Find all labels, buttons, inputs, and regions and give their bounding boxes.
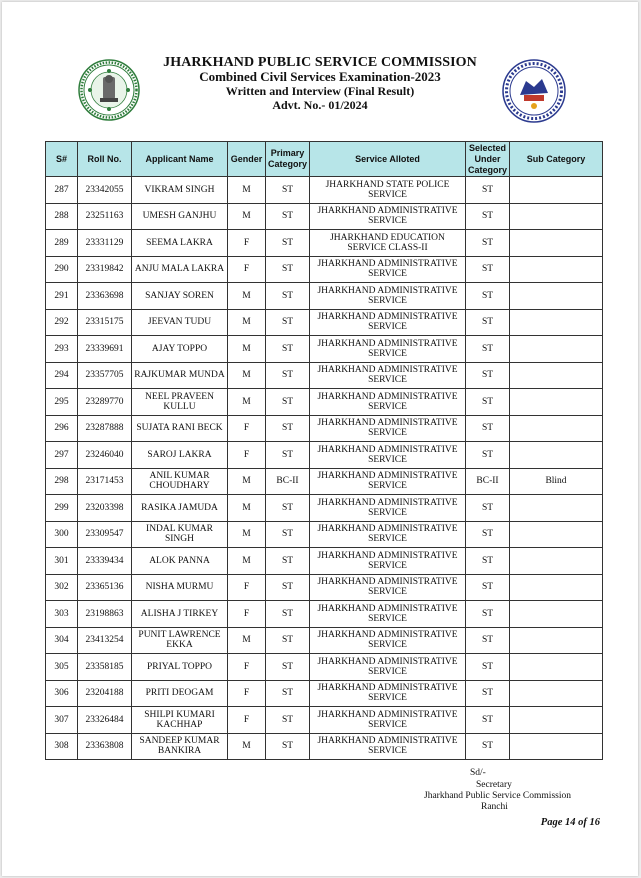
- signatory-city: Ranchi: [481, 802, 508, 812]
- table-row: [46, 389, 603, 416]
- cell-sno: 306: [46, 680, 78, 707]
- cell-gender: M: [228, 336, 266, 363]
- cell-sub-category: [510, 362, 603, 389]
- cell-gender: F: [228, 256, 266, 283]
- col-header-name: Applicant Name: [132, 142, 228, 177]
- table-row: [46, 654, 603, 681]
- table-row: [46, 495, 603, 522]
- cell-selected-category: ST: [466, 309, 510, 336]
- table-row: [46, 548, 603, 575]
- table-row: [46, 203, 603, 230]
- cell-roll-no: 23342055: [78, 177, 132, 204]
- table-row: [46, 362, 603, 389]
- cell-sub-category: [510, 495, 603, 522]
- cell-applicant-name: SANDEEP KUMAR BANKIRA: [132, 733, 228, 760]
- cell-applicant-name: ALOK PANNA: [132, 548, 228, 575]
- cell-service-alloted: JHARKHAND STATE POLICE SERVICE: [310, 177, 466, 204]
- cell-primary-category: ST: [266, 707, 310, 734]
- cell-gender: M: [228, 548, 266, 575]
- cell-roll-no: 23203398: [78, 495, 132, 522]
- cell-sno: 304: [46, 627, 78, 654]
- cell-gender: M: [228, 495, 266, 522]
- cell-primary-category: ST: [266, 177, 310, 204]
- cell-roll-no: 23287888: [78, 415, 132, 442]
- table-row: [46, 415, 603, 442]
- cell-sub-category: [510, 627, 603, 654]
- table-row: [46, 230, 603, 257]
- cell-roll-no: 23319842: [78, 256, 132, 283]
- cell-applicant-name: SANJAY SOREN: [132, 283, 228, 310]
- cell-sno: 297: [46, 442, 78, 469]
- cell-selected-category: ST: [466, 256, 510, 283]
- cell-sub-category: [510, 230, 603, 257]
- cell-selected-category: ST: [466, 654, 510, 681]
- cell-roll-no: 23357705: [78, 362, 132, 389]
- table-row: [46, 442, 603, 469]
- col-header-sub-category: Sub Category: [510, 142, 603, 177]
- cell-selected-category: ST: [466, 707, 510, 734]
- result-title: Written and Interview (Final Result): [225, 84, 415, 98]
- table-header-row: [46, 142, 603, 177]
- signature-sd: Sd/-: [470, 768, 486, 778]
- cell-service-alloted: JHARKHAND ADMINISTRATIVE SERVICE: [310, 627, 466, 654]
- table-row: [46, 627, 603, 654]
- cell-gender: F: [228, 680, 266, 707]
- cell-service-alloted: JHARKHAND ADMINISTRATIVE SERVICE: [310, 733, 466, 760]
- cell-sno: 301: [46, 548, 78, 575]
- cell-selected-category: ST: [466, 177, 510, 204]
- cell-primary-category: ST: [266, 548, 310, 575]
- cell-roll-no: 23251163: [78, 203, 132, 230]
- table-row: [46, 336, 603, 363]
- page-number: Page 14 of 16: [540, 817, 600, 828]
- cell-primary-category: ST: [266, 733, 310, 760]
- cell-selected-category: ST: [466, 548, 510, 575]
- cell-applicant-name: SEEMA LAKRA: [132, 230, 228, 257]
- cell-sno: 294: [46, 362, 78, 389]
- cell-roll-no: 23358185: [78, 654, 132, 681]
- cell-gender: M: [228, 627, 266, 654]
- commission-title: JHARKHAND PUBLIC SERVICE COMMISSION: [163, 55, 477, 70]
- table-row: [46, 601, 603, 628]
- cell-selected-category: ST: [466, 627, 510, 654]
- cell-sno: 290: [46, 256, 78, 283]
- cell-service-alloted: JHARKHAND ADMINISTRATIVE SERVICE: [310, 680, 466, 707]
- cell-sno: 303: [46, 601, 78, 628]
- cell-applicant-name: NISHA MURMU: [132, 574, 228, 601]
- cell-primary-category: ST: [266, 256, 310, 283]
- cell-applicant-name: PRITI DEOGAM: [132, 680, 228, 707]
- cell-applicant-name: RAJKUMAR MUNDA: [132, 362, 228, 389]
- cell-sub-category: [510, 521, 603, 548]
- cell-roll-no: 23204188: [78, 680, 132, 707]
- cell-roll-no: 23365136: [78, 574, 132, 601]
- cell-roll-no: 23246040: [78, 442, 132, 469]
- cell-applicant-name: AJAY TOPPO: [132, 336, 228, 363]
- cell-selected-category: ST: [466, 203, 510, 230]
- table-row: [46, 283, 603, 310]
- cell-roll-no: 23198863: [78, 601, 132, 628]
- cell-sno: 288: [46, 203, 78, 230]
- cell-sno: 291: [46, 283, 78, 310]
- cell-primary-category: ST: [266, 389, 310, 416]
- cell-gender: F: [228, 230, 266, 257]
- cell-selected-category: ST: [466, 601, 510, 628]
- cell-roll-no: 23309547: [78, 521, 132, 548]
- cell-roll-no: 23363698: [78, 283, 132, 310]
- cell-gender: F: [228, 442, 266, 469]
- cell-sub-category: [510, 548, 603, 575]
- cell-primary-category: ST: [266, 680, 310, 707]
- cell-primary-category: ST: [266, 362, 310, 389]
- cell-selected-category: ST: [466, 415, 510, 442]
- cell-sno: 289: [46, 230, 78, 257]
- cell-primary-category: ST: [266, 442, 310, 469]
- cell-selected-category: ST: [466, 574, 510, 601]
- cell-roll-no: 23331129: [78, 230, 132, 257]
- cell-sno: 307: [46, 707, 78, 734]
- cell-service-alloted: JHARKHAND ADMINISTRATIVE SERVICE: [310, 336, 466, 363]
- cell-sno: 299: [46, 495, 78, 522]
- table-row: [46, 256, 603, 283]
- cell-service-alloted: JHARKHAND ADMINISTRATIVE SERVICE: [310, 415, 466, 442]
- cell-primary-category: ST: [266, 283, 310, 310]
- cell-service-alloted: JHARKHAND ADMINISTRATIVE SERVICE: [310, 309, 466, 336]
- cell-selected-category: ST: [466, 680, 510, 707]
- cell-sub-category: [510, 415, 603, 442]
- cell-service-alloted: JHARKHAND ADMINISTRATIVE SERVICE: [310, 389, 466, 416]
- cell-sub-category: [510, 203, 603, 230]
- cell-selected-category: ST: [466, 442, 510, 469]
- cell-applicant-name: PUNIT LAWRENCE EKKA: [132, 627, 228, 654]
- exam-title: Combined Civil Services Examination-2023: [199, 69, 441, 84]
- cell-gender: F: [228, 574, 266, 601]
- cell-primary-category: ST: [266, 415, 310, 442]
- cell-gender: M: [228, 203, 266, 230]
- cell-roll-no: 23326484: [78, 707, 132, 734]
- cell-sub-category: [510, 283, 603, 310]
- cell-service-alloted: JHARKHAND ADMINISTRATIVE SERVICE: [310, 574, 466, 601]
- cell-service-alloted: JHARKHAND EDUCATION SERVICE CLASS-II: [310, 230, 466, 257]
- cell-roll-no: 23315175: [78, 309, 132, 336]
- cell-primary-category: ST: [266, 654, 310, 681]
- cell-sub-category: [510, 336, 603, 363]
- table-row: [46, 574, 603, 601]
- cell-sub-category: [510, 601, 603, 628]
- table-row: [46, 707, 603, 734]
- signatory-designation: Secretary: [476, 780, 512, 790]
- cell-applicant-name: SAROJ LAKRA: [132, 442, 228, 469]
- cell-applicant-name: ALISHA J TIRKEY: [132, 601, 228, 628]
- table-row: [46, 309, 603, 336]
- cell-sub-category: [510, 256, 603, 283]
- cell-roll-no: 23339691: [78, 336, 132, 363]
- cell-service-alloted: JHARKHAND ADMINISTRATIVE SERVICE: [310, 495, 466, 522]
- cell-sno: 296: [46, 415, 78, 442]
- cell-service-alloted: JHARKHAND ADMINISTRATIVE SERVICE: [310, 256, 466, 283]
- table-row: [46, 468, 603, 495]
- cell-applicant-name: PRIYAL TOPPO: [132, 654, 228, 681]
- cell-sub-category: [510, 733, 603, 760]
- cell-sub-category: [510, 574, 603, 601]
- col-header-gender: Gender: [228, 142, 266, 177]
- table-row: [46, 177, 603, 204]
- cell-applicant-name: UMESH GANJHU: [132, 203, 228, 230]
- cell-sno: 292: [46, 309, 78, 336]
- cell-applicant-name: SHILPI KUMARI KACHHAP: [132, 707, 228, 734]
- cell-selected-category: ST: [466, 495, 510, 522]
- cell-sno: 308: [46, 733, 78, 760]
- cell-selected-category: ST: [466, 230, 510, 257]
- table-row: [46, 521, 603, 548]
- cell-sno: 287: [46, 177, 78, 204]
- cell-sno: 295: [46, 389, 78, 416]
- col-header-selected-category: Selected Under Category: [466, 142, 510, 177]
- cell-service-alloted: JHARKHAND ADMINISTRATIVE SERVICE: [310, 707, 466, 734]
- cell-sno: 293: [46, 336, 78, 363]
- cell-gender: M: [228, 283, 266, 310]
- cell-primary-category: ST: [266, 203, 310, 230]
- cell-primary-category: ST: [266, 495, 310, 522]
- cell-applicant-name: NEEL PRAVEEN KULLU: [132, 389, 228, 416]
- cell-sno: 302: [46, 574, 78, 601]
- cell-primary-category: ST: [266, 601, 310, 628]
- cell-roll-no: 23413254: [78, 627, 132, 654]
- cell-gender: M: [228, 468, 266, 495]
- cell-gender: M: [228, 733, 266, 760]
- cell-sub-category: [510, 654, 603, 681]
- cell-primary-category: BC-II: [266, 468, 310, 495]
- cell-gender: M: [228, 362, 266, 389]
- cell-applicant-name: ANIL KUMAR CHOUDHARY: [132, 468, 228, 495]
- cell-service-alloted: JHARKHAND ADMINISTRATIVE SERVICE: [310, 362, 466, 389]
- col-header-roll: Roll No.: [78, 142, 132, 177]
- cell-service-alloted: JHARKHAND ADMINISTRATIVE SERVICE: [310, 601, 466, 628]
- cell-sub-category: [510, 309, 603, 336]
- cell-applicant-name: INDAL KUMAR SINGH: [132, 521, 228, 548]
- cell-selected-category: ST: [466, 362, 510, 389]
- col-header-service: Service Alloted: [310, 142, 466, 177]
- cell-service-alloted: JHARKHAND ADMINISTRATIVE SERVICE: [310, 203, 466, 230]
- cell-primary-category: ST: [266, 230, 310, 257]
- cell-roll-no: 23339434: [78, 548, 132, 575]
- cell-primary-category: ST: [266, 336, 310, 363]
- cell-selected-category: ST: [466, 733, 510, 760]
- cell-sno: 305: [46, 654, 78, 681]
- cell-gender: F: [228, 601, 266, 628]
- cell-sub-category: [510, 177, 603, 204]
- signatory-organisation: Jharkhand Public Service Commission: [424, 791, 571, 801]
- col-header-sno: S#: [46, 142, 78, 177]
- document-page: [2, 2, 638, 876]
- cell-roll-no: 23171453: [78, 468, 132, 495]
- cell-service-alloted: JHARKHAND ADMINISTRATIVE SERVICE: [310, 442, 466, 469]
- cell-applicant-name: JEEVAN TUDU: [132, 309, 228, 336]
- cell-sno: 300: [46, 521, 78, 548]
- cell-primary-category: ST: [266, 309, 310, 336]
- table-body: [46, 177, 603, 760]
- cell-gender: M: [228, 309, 266, 336]
- cell-gender: M: [228, 521, 266, 548]
- cell-service-alloted: JHARKHAND ADMINISTRATIVE SERVICE: [310, 283, 466, 310]
- col-header-primary-category: Primary Category: [266, 142, 310, 177]
- document-header: [2, 56, 638, 112]
- cell-primary-category: ST: [266, 574, 310, 601]
- cell-gender: F: [228, 415, 266, 442]
- cell-sub-category: [510, 389, 603, 416]
- cell-sub-category: [510, 442, 603, 469]
- cell-selected-category: BC-II: [466, 468, 510, 495]
- cell-gender: F: [228, 654, 266, 681]
- cell-selected-category: ST: [466, 283, 510, 310]
- cell-primary-category: ST: [266, 627, 310, 654]
- cell-service-alloted: JHARKHAND ADMINISTRATIVE SERVICE: [310, 548, 466, 575]
- cell-service-alloted: JHARKHAND ADMINISTRATIVE SERVICE: [310, 521, 466, 548]
- cell-selected-category: ST: [466, 521, 510, 548]
- cell-sub-category: Blind: [510, 468, 603, 495]
- cell-applicant-name: RASIKA JAMUDA: [132, 495, 228, 522]
- cell-primary-category: ST: [266, 521, 310, 548]
- cell-selected-category: ST: [466, 389, 510, 416]
- cell-roll-no: 23289770: [78, 389, 132, 416]
- table-row: [46, 733, 603, 760]
- advt-number: Advt. No.- 01/2024: [272, 98, 368, 112]
- cell-sno: 298: [46, 468, 78, 495]
- cell-roll-no: 23363808: [78, 733, 132, 760]
- cell-sub-category: [510, 707, 603, 734]
- cell-applicant-name: SUJATA RANI BECK: [132, 415, 228, 442]
- cell-gender: M: [228, 177, 266, 204]
- cell-sub-category: [510, 680, 603, 707]
- cell-applicant-name: ANJU MALA LAKRA: [132, 256, 228, 283]
- table-row: [46, 680, 603, 707]
- cell-gender: M: [228, 389, 266, 416]
- cell-selected-category: ST: [466, 336, 510, 363]
- result-table: [45, 141, 603, 760]
- cell-service-alloted: JHARKHAND ADMINISTRATIVE SERVICE: [310, 654, 466, 681]
- cell-service-alloted: JHARKHAND ADMINISTRATIVE SERVICE: [310, 468, 466, 495]
- cell-gender: F: [228, 707, 266, 734]
- cell-applicant-name: VIKRAM SINGH: [132, 177, 228, 204]
